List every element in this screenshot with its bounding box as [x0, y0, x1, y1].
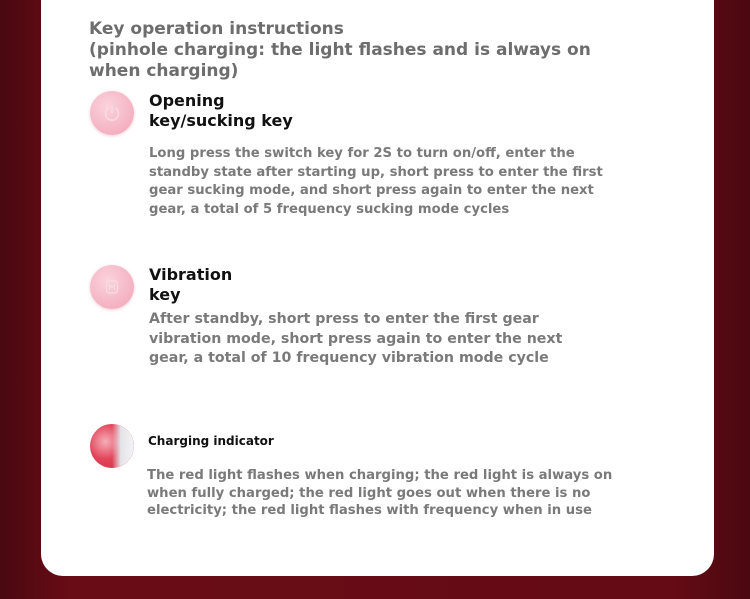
charging-indicator-description: The red light flashes when charging; the red light is always on when fully charged; the red light goes out when there is no electricity; the red light flashes with frequency when in use: [147, 468, 613, 518]
heading-line: when charging): [89, 61, 239, 81]
heading-line: (pinhole charging: the light flashes and is always on: [89, 40, 591, 60]
charging-indicator-title: Charging indicator: [148, 434, 274, 448]
heading-line: Key operation instructions: [89, 19, 344, 39]
opening-key-description: Long press the switch key for 2S to turn on/off, enter the standby state after starting up, short press to enter the first gear sucking mode, and short press again to enter the next gear, a total of 5 frequency sucking mode cycles: [149, 146, 603, 217]
mode-m-icon: [102, 277, 122, 297]
vibration-key-title: Vibration key: [149, 265, 233, 304]
vibration-key-icon: [90, 265, 134, 309]
opening-key-title: Opening key/sucking key: [149, 91, 293, 130]
power-icon: [101, 102, 123, 124]
vibration-key-description: After standby, short press to enter the first gear vibration mode, short press again to enter the next gear, a total of 10 frequency vibration mode cycle: [149, 311, 563, 366]
charging-light-icon: [90, 424, 134, 468]
instructions-heading: [89, 19, 609, 82]
power-key-icon: [90, 91, 134, 135]
